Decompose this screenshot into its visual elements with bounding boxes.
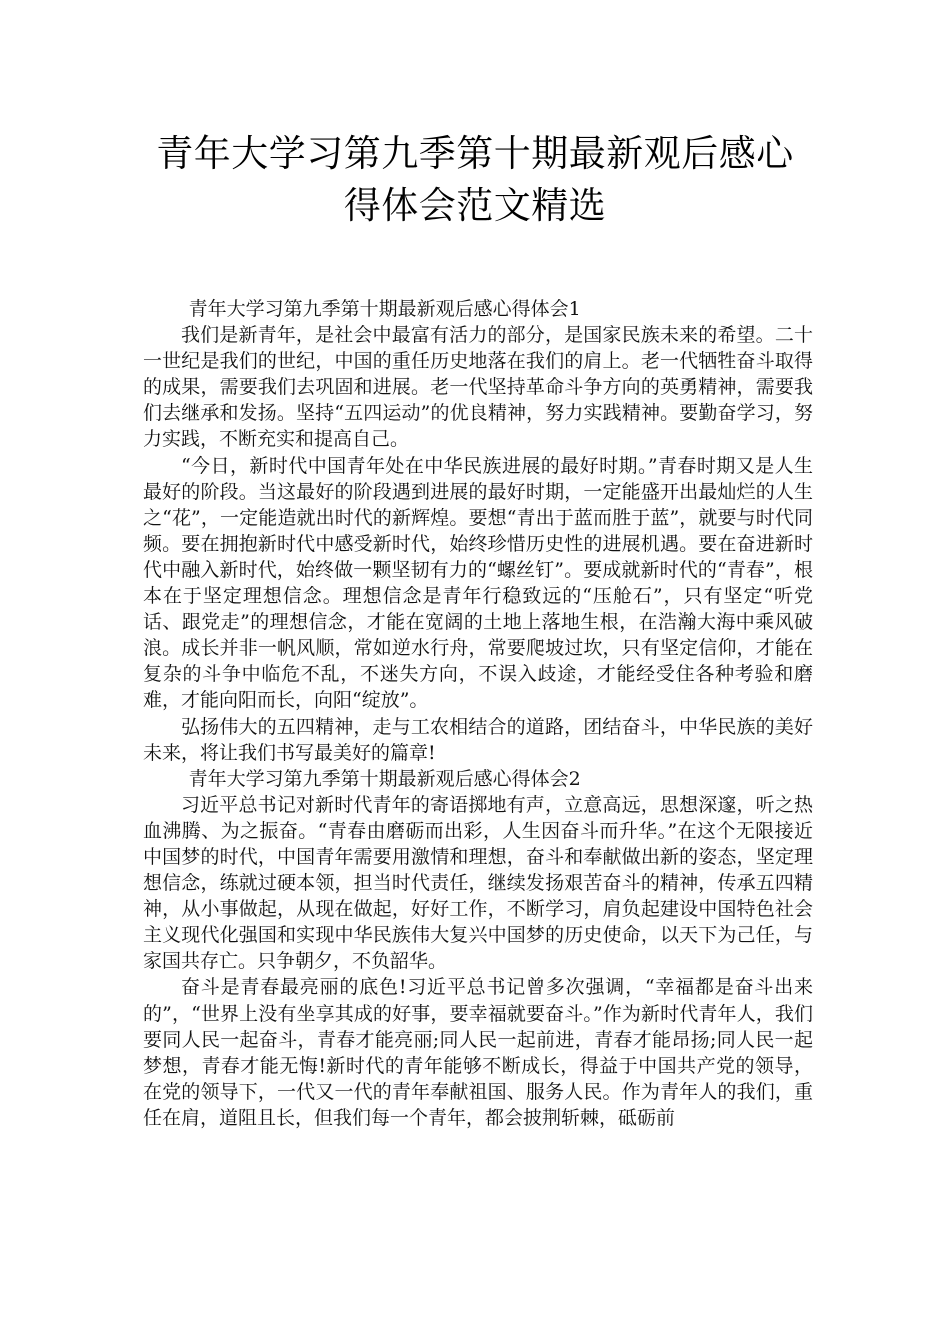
paragraph: 习近平总书记对新时代青年的寄语掷地有声，立意高远，思想深邃，听之热血沸腾、为之振奋。“青春由磨砺而出彩，人生因奋斗而升华。”在这个无限接近中国梦的时代，中国青年需要用激情和理想，奋斗和奉献做出新的姿态，坚定理想信念，练就过硬本领，担当时代责任，继续发扬艰苦奋斗的精神，传承五四精神，从小事做起，从现在做起，好好工作，不断学习，肩负起建设中国特色社会主义现代化强国和实现中华民族伟大复兴中国梦的历史使命，以天下为己任，与家国共存亡。只争朝夕，不负韶华。	[143, 793, 813, 973]
document-title	[100, 128, 850, 232]
section-heading-2: 青年大学习第九季第十期最新观后感心得体会2	[188, 767, 581, 790]
paragraph: “今日，新时代中国青年处在中华民族进展的最好时期。”青春时期又是人生最好的阶段。当这最好的阶段遇到进展的最好时期，一定能盛开出最灿烂的人生之“花”，一定能造就出时代的新辉煌。要想“青出于蓝而胜于蓝”，就要与时代同频。要在拥抱新时代中感受新时代，始终珍惜历史性的进展机遇。要在奋进新时代中融入新时代，始终做一颗坚韧有力的“螺丝钉”。要成就新时代的“青春”，根本在于坚定理想信念。理想信念是青年行稳致远的“压舱石”，只有坚定“听党话、跟党走”的理想信念，才能在宽阔的土地上落地生根，在浩瀚大海中乘风破浪。成长并非一帆风顺，常如逆水行舟，常要爬坡过坎，只有坚定信仰，才能在复杂的斗争中临危不乱，不迷失方向，不误入歧途，才能经受住各种考验和磨难，才能向阳而长，向阳“绽放”。	[143, 454, 813, 712]
paragraph: 我们是新青年，是社会中最富有活力的部分，是国家民族未来的希望。二十一世纪是我们的世纪，中国的重任历史地落在我们的肩上。老一代牺牲奋斗取得的成果，需要我们去巩固和进展。老一代坚持革命斗争方向的英勇精神，需要我们去继承和发扬。坚持“五四运动”的优良精神，努力实践精神。要勤奋学习，努力实践，不断充实和提高自己。	[143, 324, 813, 451]
paragraph: 奋斗是青春最亮丽的底色!习近平总书记曾多次强调，“幸福都是奋斗出来的”，“世界上没有坐享其成的好事，要幸福就要奋斗。”作为新时代青年人，我们要同人民一起奋斗，青春才能亮丽;同人民一起前进，青春才能昂扬;同人民一起梦想，青春才能无悔!新时代的青年能够不断成长，得益于中国共产党的领导，在党的领导下，一代又一代的青年奉献祖国、服务人民。作为青年人的我们，重任在肩，道阻且长，但我们每一个青年，都会披荆斩棘，砥砺前	[143, 976, 813, 1129]
paragraph: 弘扬伟大的五四精神，走与工农相结合的道路，团结奋斗，中华民族的美好未来，将让我们书写最美好的篇章!	[143, 715, 813, 764]
title-line-2: 得体会范文精选	[343, 184, 607, 227]
title-line-1: 青年大学习第九季第十期最新观后感心	[156, 132, 794, 175]
document-body	[143, 296, 813, 1131]
section-heading-1: 青年大学习第九季第十期最新观后感心得体会1	[188, 298, 581, 320]
